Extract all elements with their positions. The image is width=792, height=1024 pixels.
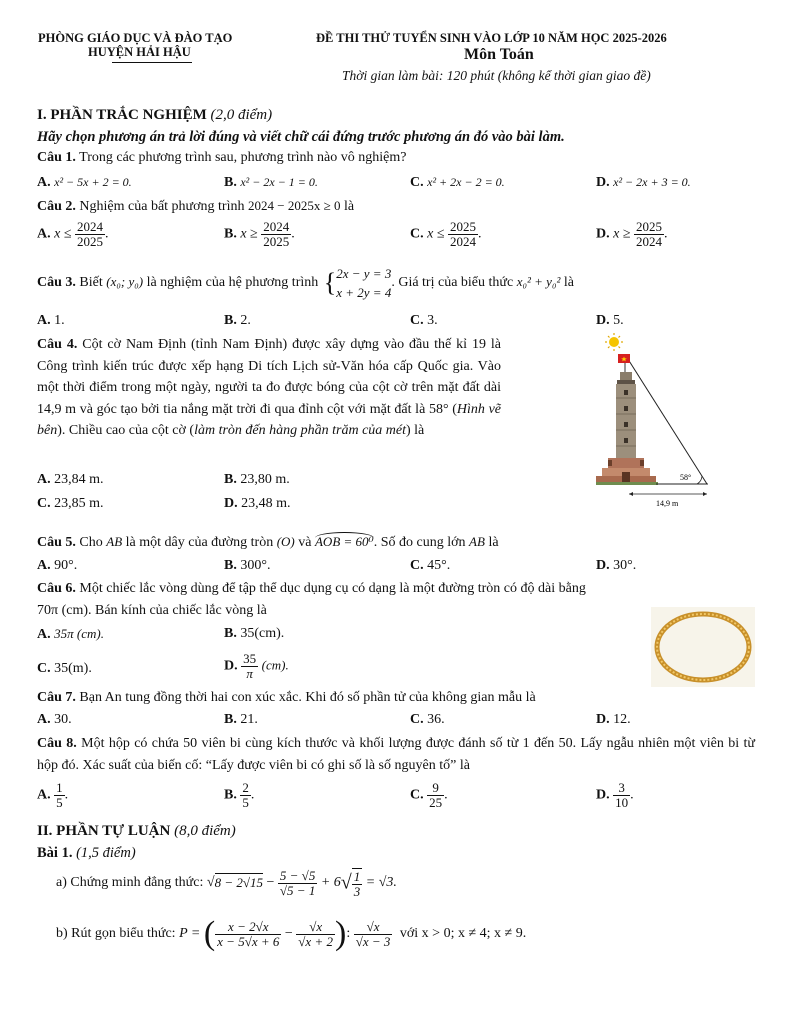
q3-text4: là [563, 275, 574, 291]
q7-option-d[interactable]: D. 12. [596, 712, 631, 727]
q5-circle: (O) [276, 534, 295, 549]
q6-text2: 70π (cm). Bán kính của chiếc lắc vòng là [37, 603, 267, 618]
q4-option-c[interactable]: C. 23,85 m. [37, 496, 104, 511]
q8-label: Câu 8. [37, 736, 77, 751]
q8-option-b[interactable]: B. $\frac{2}{5}$ . [224, 780, 255, 810]
bai1-heading [37, 845, 136, 862]
part1-instruction: Hãy chọn phương án trả lời đúng và viết chữ cái đứng trước phương án đó vào bài làm. [37, 129, 565, 145]
q4-option-b[interactable]: B. 23,80 m. [224, 472, 290, 487]
fig-shadow-label: 14,9 m [656, 499, 679, 508]
q5-text1: Cho [79, 535, 103, 550]
bai1a-den: √5 − 1 [279, 882, 316, 898]
q6-label: Câu 6. [37, 581, 76, 596]
q3-expr: x₀² + y₀² [516, 274, 561, 290]
exam-title: ĐỀ THI THỬ TUYỂN SINH VÀO LỚP 10 NĂM HỌC 2025-2026 [316, 31, 667, 45]
q2-text: Nghiệm của bất phương trình [79, 199, 245, 214]
bai1a-radical: 8 − 2√15 [214, 875, 263, 891]
bai1b-label: b) Rút gọn biểu thức: [56, 926, 176, 941]
question-7 [37, 690, 536, 706]
hula-hoop-image [651, 607, 755, 687]
q8-option-a[interactable]: A. $\frac{1}{5}$ . [37, 780, 69, 810]
q2-option-c[interactable]: C. x ≤ $\frac{2025}{2024}$ . [410, 219, 482, 249]
question-8 [37, 733, 755, 777]
q5-option-d[interactable]: D. 30°. [596, 558, 637, 573]
q4-option-d[interactable]: D. 23,48 m. [224, 496, 291, 511]
q5-chord: AB [106, 534, 123, 549]
q2-inequality: 2024 − 2025x ≥ 0 [247, 198, 341, 213]
q2-option-a[interactable]: A. x ≤ $\frac{2024}{2025}$ . [37, 219, 109, 249]
q7-option-b[interactable]: B. 21. [224, 712, 258, 727]
q1-option-b[interactable]: B. x² − 2x − 1 = 0. [224, 175, 318, 190]
bai1a-in-den: 3 [353, 883, 361, 899]
part1-points: (2,0 điểm) [210, 107, 273, 123]
question-1 [37, 150, 406, 166]
q3-option-d[interactable]: D. 5. [596, 313, 624, 328]
part2-points: (8,0 điểm) [174, 823, 236, 839]
bai1b-p: P = [179, 926, 201, 941]
sun-icon [605, 333, 623, 351]
q4-round-note: làm tròn đến hàng phần trăm của mét [194, 423, 406, 438]
q5-option-c[interactable]: C. 45°. [410, 558, 451, 573]
q8-option-d[interactable]: D. $\frac{3}{10}$ . [596, 780, 634, 810]
q4-label: Câu 4. [37, 337, 78, 352]
q1-option-c[interactable]: C. x² + 2x − 2 = 0. [410, 175, 505, 190]
q4-text: Cột cờ Nam Định (tỉnh Nam Định) được xây dựng vào đầu thế kỉ 19 là Công trình kiến trúc được xếp hạng Di tích Lịch sử-Văn hóa cấp Quốc gia. Vào một thời điểm trong một ngày, người ta đo được bóng của cột cờ trên mặt đất dài 14,9 m và góc tạo bởi tia nắng mặt trời đi qua đỉnh cột với mặt đất là 58° ( [37, 337, 501, 417]
part2-heading [37, 823, 236, 840]
question-5 [37, 534, 499, 551]
time-note: Thời gian làm bài: 120 phút (không kể thời gian giao đề) [342, 68, 651, 83]
q3-pair: (x₀; y₀) [106, 274, 144, 290]
bai1-part-a: a) Chứng minh đẳng thức: √8 − 2√15 − $\frac{5 - √5}{√5 - 1}$ + 6√ $\frac{1}{3}$ = √3. [56, 868, 397, 899]
q7-option-a[interactable]: A. 30. [37, 712, 72, 727]
q5-angle: AOB = 60⁰ [314, 534, 374, 549]
q2-option-d[interactable]: D. x ≥ $\frac{2025}{2024}$ . [596, 219, 668, 249]
q8-text: Một hộp có chứa 50 viên bi cùng kích thước và khối lượng được đánh số từ 1 đến 50. Lấy ngẫu nhiên một viên bi từ hộp đó. Xác suất của biến cố: “Lấy được viên bi có ghi số là số nguyên tố” là [37, 736, 755, 773]
tower-illustration [596, 372, 658, 485]
header-divider [112, 62, 192, 63]
bai1b-condition: với x > 0; x ≠ 4; x ≠ 9. [399, 926, 527, 941]
q6-text: Một chiếc lắc vòng dùng để tập thể dục dụng cụ có dạng là một đường tròn có độ dài bằng [79, 581, 586, 596]
bai1b-d1: x − 5√x + 6 [217, 933, 280, 949]
bai1b-n1: x − 2√x [215, 920, 281, 935]
q6-option-c[interactable]: C. 35(m). [37, 661, 92, 676]
bai1b-d3: √x − 3 [355, 933, 391, 949]
q4-option-a[interactable]: A. 23,84 m. [37, 472, 104, 487]
q3-text2: là nghiệm của hệ phương trình [146, 275, 319, 291]
q5-text5: là [488, 535, 499, 550]
q4-text-c: ) là [406, 423, 425, 438]
department-name: PHÒNG GIÁO DỤC VÀ ĐÀO TẠO [38, 31, 233, 45]
q3-label: Câu 3. [37, 275, 76, 291]
subject-title: Môn Toán [464, 46, 534, 63]
question-2 [37, 198, 354, 215]
q5-label: Câu 5. [37, 535, 76, 550]
part1-heading [37, 107, 272, 124]
q7-text: Bạn An tung đồng thời hai con xúc xắc. Khi đó số phần tử của không gian mẫu là [79, 690, 536, 705]
q7-option-c[interactable]: C. 36. [410, 712, 445, 727]
q2-tail: là [343, 199, 355, 214]
fig-angle-label: 58° [680, 473, 692, 482]
q5-text2: là một dây của đường tròn [125, 535, 274, 550]
bai1b-n3: √x [354, 920, 393, 935]
q5-arc: AB [469, 534, 485, 549]
q3-text1: Biết [79, 275, 103, 291]
bai1a-coef: + 6 [320, 875, 341, 891]
q2-option-b[interactable]: B. x ≥ $\frac{2024}{2025}$ . [224, 219, 295, 249]
bai1-label: Bài 1. [37, 845, 73, 861]
q3-option-c[interactable]: C. 3. [410, 313, 438, 328]
q4-text-b: ). Chiều cao của cột cờ ( [57, 423, 195, 438]
question-6 [37, 581, 755, 597]
bai1a-label: a) Chứng minh đẳng thức: [56, 875, 204, 891]
q1-text: Trong các phương trình sau, phương trình nào vô nghiệm? [79, 150, 407, 165]
q6-option-d[interactable]: D. $\frac{35}{\pi}$ (cm). [224, 651, 289, 681]
bai1b-d2: √x + 2 [298, 933, 333, 949]
q3-eq1: 2x − y = 3 [336, 266, 392, 281]
q7-label: Câu 7. [37, 690, 76, 705]
q4-fig-note: Hình vẽ bên [37, 401, 501, 438]
q6-option-a[interactable]: A. 35π (cm). [37, 626, 104, 642]
bai1a-num: 5 − √5 [279, 868, 316, 883]
q1-label: Câu 1. [37, 150, 76, 165]
question-4 [37, 334, 501, 442]
q3-option-a[interactable]: A. 1. [37, 313, 65, 328]
bai1b-n2: √x [296, 920, 335, 935]
q6-option-b[interactable]: B. 35(cm). [224, 626, 285, 641]
part2-title: II. PHẦN TỰ LUẬN [37, 823, 171, 839]
q5-text4: . Số đo cung lớn [373, 535, 466, 550]
bai1-points: (1,5 điểm) [76, 845, 136, 861]
q3-text3: . Giá trị của biểu thức [391, 275, 514, 291]
bai1a-rhs: = √3. [365, 875, 397, 891]
q3-eq2: x + 2y = 4 [336, 285, 392, 300]
q1-option-a[interactable]: A. x² − 5x + 2 = 0. [37, 175, 132, 190]
q5-text3: và [298, 535, 312, 550]
bai1-part-b: b) Rút gọn biểu thức: P = ( $\frac{x - 2√x}{x - 5√x + 6}$ − $\frac{√x}{√x + 2}$ ): $\frac{√x}{√x - 3}$ với x > 0; x ≠ 4; x ≠ 9. [56, 915, 527, 952]
q5-option-a[interactable]: A. 90°. [37, 558, 78, 573]
q1-option-d[interactable]: D. x² − 2x + 3 = 0. [596, 175, 691, 190]
q3-option-b[interactable]: B. 2. [224, 313, 251, 328]
district-name: HUYỆN HẢI HẬU [88, 45, 191, 59]
q2-label: Câu 2. [37, 199, 76, 214]
bai1a-in-num: 1 [353, 869, 361, 884]
question-3: Câu 3. Biết (x₀; y₀) là nghiệm của hệ phương trình { 2x − y = 3 x + 2y = 4 . Giá trị của biểu thức x₀² + y₀² là [37, 266, 574, 300]
hula-hoop-icon [651, 607, 755, 687]
part1-title: I. PHẦN TRẮC NGHIỆM [37, 107, 207, 123]
q8-option-c[interactable]: C. $\frac{9}{25}$ . [410, 780, 448, 810]
q5-option-b[interactable]: B. 300°. [224, 558, 271, 573]
flag-tower-figure [596, 332, 720, 512]
